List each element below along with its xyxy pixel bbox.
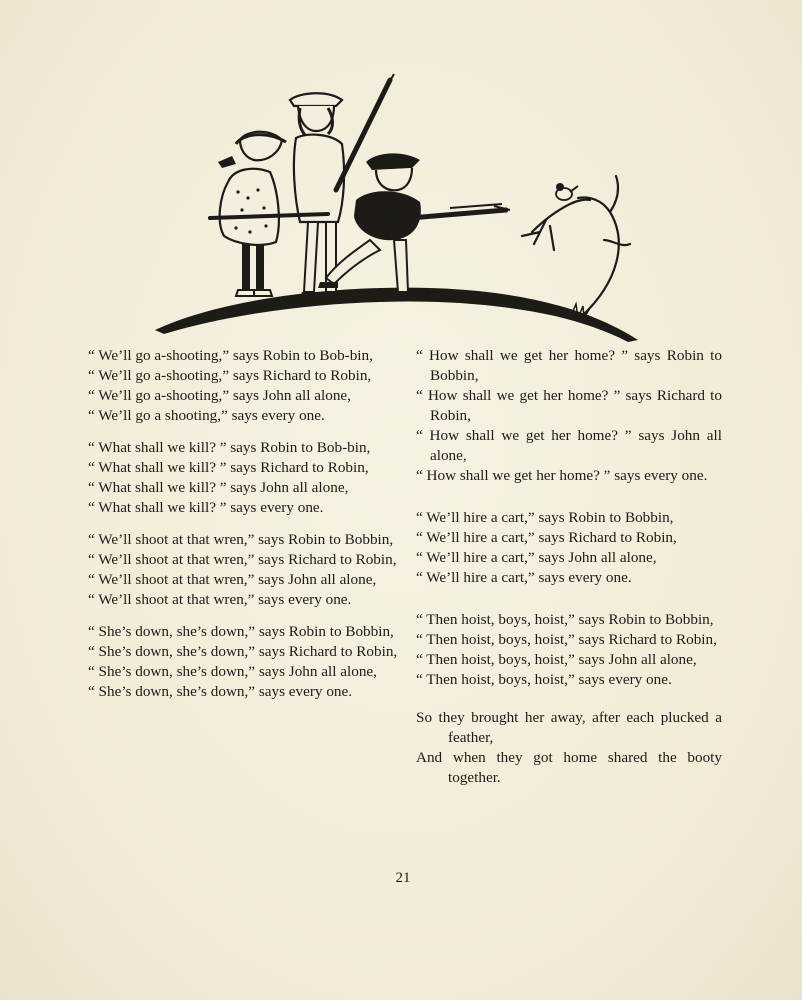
poem-line: “ How shall we get her home? ” says Robin to Bobbin, — [416, 347, 722, 384]
poem-line: “ What shall we kill? ” says Robin to Bob-bin, — [88, 439, 371, 456]
wren-bird — [556, 183, 578, 200]
stanza-5 — [416, 346, 722, 486]
poem-right-column — [416, 346, 722, 800]
poem-line: “ We’ll hire a cart,” says John all alone, — [416, 549, 657, 566]
poem-line: “ How shall we get her home? ” says John all alone, — [416, 427, 722, 464]
poem-line: “ We’ll hire a cart,” says Robin to Bobbin, — [416, 509, 674, 526]
stanza-3 — [88, 530, 400, 610]
page-number: 21 — [395, 870, 411, 886]
stanza-7 — [416, 610, 722, 690]
bare-branch — [522, 176, 630, 316]
poem-line: “ Then hoist, boys, hoist,” says every one. — [416, 671, 672, 688]
poem-line: “ We’ll go a-shooting,” says Robin to Bob-bin, — [88, 347, 373, 364]
poem-line: “ Then hoist, boys, hoist,” says Robin to Bobbin, — [416, 611, 714, 628]
poem-line: “ She’s down, she’s down,” says Robin to Bobbin, — [88, 623, 394, 640]
poem-line: “ What shall we kill? ” says every one. — [88, 499, 324, 516]
poem-line: “ We’ll shoot at that wren,” says Richard to Robin, — [88, 551, 397, 568]
poem-line: “ How shall we get her home? ” says Richard to Robin, — [416, 387, 722, 424]
poem-line: “ Then hoist, boys, hoist,” says John all alone, — [416, 651, 697, 668]
poem-line: “ We’ll go a-shooting,” says Richard to Robin, — [88, 367, 372, 384]
poem-line: “ Then hoist, boys, hoist,” says Richard to Robin, — [416, 631, 717, 648]
poem-line: “ What shall we kill? ” says Richard to Robin, — [88, 459, 369, 476]
poem-line: “ What shall we kill? ” says John all alone, — [88, 479, 349, 496]
poem-line: “ We’ll go a shooting,” says every one. — [88, 407, 325, 424]
stanza-6 — [416, 508, 722, 588]
poem-line: “ We’ll shoot at that wren,” says Robin to Bobbin, — [88, 531, 394, 548]
hunting-boys-illustration — [150, 72, 650, 347]
stanza-1 — [88, 346, 400, 426]
poem-line: “ She’s down, she’s down,” says Richard to Robin, — [88, 643, 398, 660]
poem-line: “ She’s down, she’s down,” says John all alone, — [88, 663, 377, 680]
final-stanza — [416, 708, 722, 788]
stanza-4 — [88, 622, 400, 702]
poem-line: “ How shall we get her home? ” says every one. — [416, 467, 708, 484]
poem-line: “ We’ll hire a cart,” says every one. — [416, 569, 632, 586]
stanza-2 — [88, 438, 400, 518]
poem-line: “ She’s down, she’s down,” says every one. — [88, 683, 353, 700]
poem-line: “ We’ll hire a cart,” says Richard to Robin, — [416, 529, 677, 546]
poem-line: So they brought her away, after each plucked a feather, — [416, 709, 722, 746]
poem-line: And when they got home shared the booty together. — [416, 749, 722, 786]
poem-line: “ We’ll go a-shooting,” says John all alone, — [88, 387, 351, 404]
poem-line: “ We’ll shoot at that wren,” says every one. — [88, 591, 352, 608]
poem-left-column — [88, 346, 400, 714]
poem-line: “ We’ll shoot at that wren,” says John all alone, — [88, 571, 377, 588]
